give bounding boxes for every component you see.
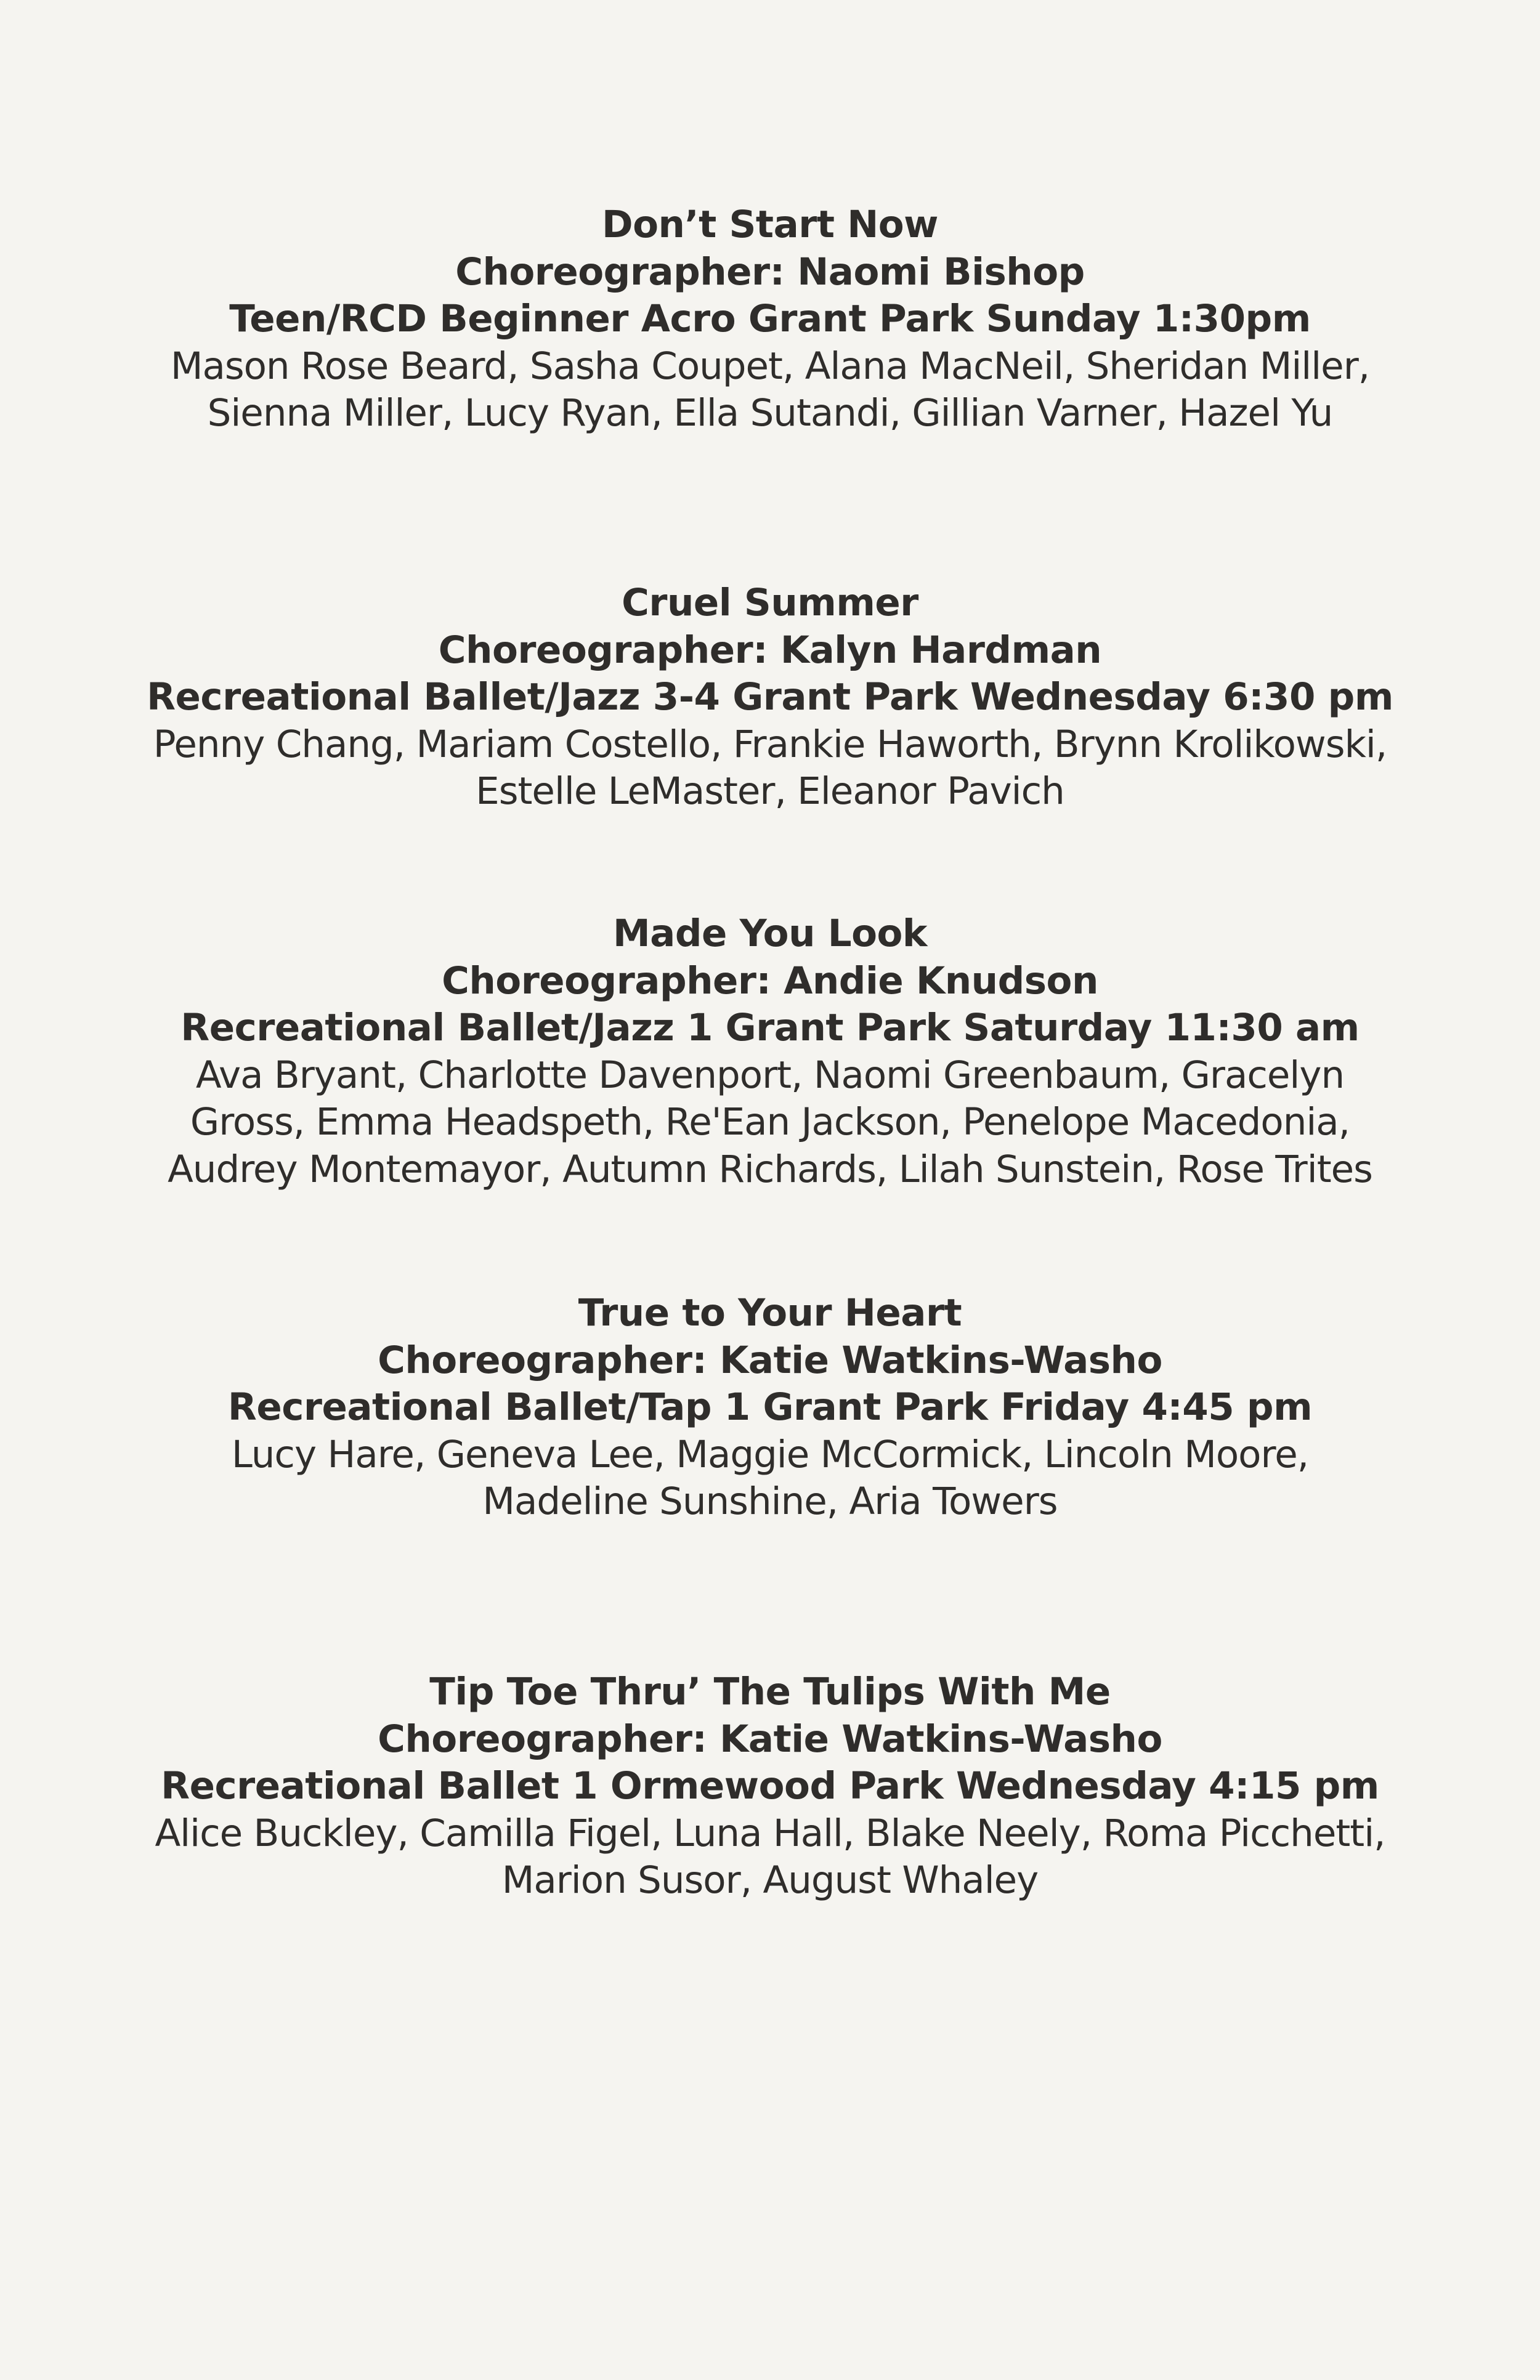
routine-choreographer: Choreographer: Kalyn Hardman xyxy=(438,628,1102,672)
routine-block-true-to-your-heart xyxy=(92,1290,1448,1526)
routine-dancers-line: Sienna Miller, Lucy Ryan, Ella Sutandi, Gillian Varner, Hazel Yu xyxy=(207,391,1333,435)
routine-block-dont-start-now xyxy=(92,201,1448,437)
routine-dancers-line: Madeline Sunshine, Aria Towers xyxy=(482,1479,1058,1523)
routine-choreographer: Choreographer: Naomi Bishop xyxy=(455,249,1085,294)
routine-block-cruel-summer xyxy=(92,580,1448,816)
routine-class-info: Recreational Ballet 1 Ormewood Park Wednesday 4:15 pm xyxy=(161,1764,1379,1808)
routine-dancers-line: Ava Bryant, Charlotte Davenport, Naomi Greenbaum, Gracelyn xyxy=(195,1053,1345,1097)
routine-dancers-line: Mason Rose Beard, Sasha Coupet, Alana MacNeil, Sheridan Miller, xyxy=(170,344,1370,388)
routine-class-info: Teen/RCD Beginner Acro Grant Park Sunday 1:30pm xyxy=(229,297,1311,341)
routine-dancers-line: Penny Chang, Mariam Costello, Frankie Haworth, Brynn Krolikowski, xyxy=(153,722,1387,766)
routine-choreographer: Choreographer: Katie Watkins-Washo xyxy=(378,1717,1162,1761)
routine-dancers-line: Estelle LeMaster, Eleanor Pavich xyxy=(476,769,1064,813)
routine-dancers-line: Alice Buckley, Camilla Figel, Luna Hall, Blake Neely, Roma Picchetti, xyxy=(155,1811,1385,1855)
routine-block-made-you-look xyxy=(92,910,1448,1193)
routine-class-info: Recreational Ballet/Jazz 3-4 Grant Park Wednesday 6:30 pm xyxy=(147,675,1393,719)
routine-dancers-line: Audrey Montemayor, Autumn Richards, Lilah Sunstein, Rose Trites xyxy=(168,1147,1372,1191)
routine-title: Tip Toe Thru’ The Tulips With Me xyxy=(429,1670,1111,1714)
routine-choreographer: Choreographer: Andie Knudson xyxy=(442,958,1098,1003)
routine-title: Don’t Start Now xyxy=(601,203,939,246)
routine-title: Cruel Summer xyxy=(622,581,918,625)
routine-title: Made You Look xyxy=(612,912,928,955)
routine-dancers-line: Gross, Emma Headspeth, Re'Ean Jackson, Penelope Macedonia, xyxy=(190,1100,1350,1144)
routine-dancers-line: Marion Susor, August Whaley xyxy=(501,1858,1039,1902)
routine-class-info: Recreational Ballet/Jazz 1 Grant Park Saturday 11:30 am xyxy=(180,1006,1360,1050)
routine-title: True to Your Heart xyxy=(578,1291,962,1335)
routine-class-info: Recreational Ballet/Tap 1 Grant Park Friday 4:45 pm xyxy=(227,1385,1313,1429)
routine-choreographer: Choreographer: Katie Watkins-Washo xyxy=(378,1338,1162,1382)
routine-dancers-line: Lucy Hare, Geneva Lee, Maggie McCormick, Lincoln Moore, xyxy=(231,1432,1309,1476)
routine-block-tip-toe-thru-the-tulips xyxy=(92,1669,1448,1904)
